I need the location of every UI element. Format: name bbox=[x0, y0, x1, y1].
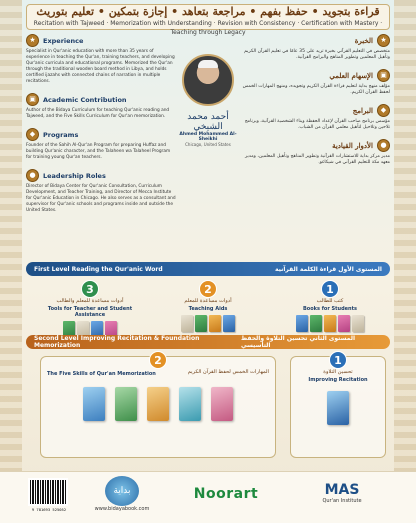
group-label-ar: أدوات مساعدة للمعلم والطالب bbox=[56, 298, 124, 304]
publisher-name: Noorart bbox=[193, 486, 259, 502]
barcode bbox=[28, 478, 68, 506]
bio-text: Founder of the Sahih Al-Qur'an Program for preparing Huffaz and building Qur'anic character, and the Talaheen wa Talaheel Program for training young Qur'an teachers. bbox=[26, 143, 171, 160]
level1-title-en: First Level Reading the Qur'anic Word bbox=[34, 265, 163, 273]
author-name: Ahmed Mohammed Al-Sheikhi bbox=[179, 132, 237, 142]
header-banner bbox=[26, 4, 390, 36]
book-cover bbox=[338, 315, 350, 332]
bio-title: الأدوار القيادية bbox=[332, 141, 373, 150]
partner-name: MAS bbox=[324, 482, 360, 498]
group-number: 2 bbox=[149, 351, 167, 369]
bio-title: Experience bbox=[43, 36, 84, 45]
level1-group-1 bbox=[274, 280, 386, 332]
group-label-ar: أدوات مساعدة للمعلم bbox=[184, 298, 232, 304]
author-portrait bbox=[182, 54, 234, 106]
book-icon: ▣ bbox=[26, 93, 39, 106]
bio-title: الإسهام العلمي bbox=[329, 71, 373, 80]
program-icon: ◆ bbox=[377, 104, 390, 117]
bio-text: مؤلف منهج بداية لتعليم قراءة القرآن الكريم وتجويده، ومنهج المهارات الخمس لحفظ القرآن الكريم. bbox=[242, 84, 390, 95]
book-cover bbox=[324, 315, 336, 332]
mas-logo bbox=[292, 482, 392, 504]
level2-title-ar: المستوى الثاني تحسين التلاوة والحفظ التأسيسي bbox=[240, 335, 356, 349]
bidaya-logo-icon: بداية bbox=[105, 476, 139, 506]
border-ornament-left bbox=[0, 0, 22, 523]
book-cover bbox=[352, 315, 364, 332]
bio-text: Author of the Bidaya Curriculum for teaching Qur'anic reading and Tajweed, and the Five Skills Curriculum for Qur'an memorization. bbox=[26, 108, 170, 119]
noorart-logo bbox=[186, 486, 266, 502]
book-icon: ▣ bbox=[377, 69, 390, 82]
level1-group-2 bbox=[160, 280, 256, 332]
book-cover bbox=[327, 391, 349, 425]
bio-block-leadership bbox=[26, 169, 176, 214]
group-label-ar: تحسين التلاوة bbox=[323, 369, 353, 375]
cap-icon bbox=[198, 60, 218, 68]
author-signature bbox=[172, 112, 244, 147]
header-english: Recitation with Tajweed · Memorization with Understanding · Revision with Consistency · Certification with Mastery · Teaching through Legacy bbox=[33, 20, 383, 36]
star-icon: ★ bbox=[377, 34, 390, 47]
book-cover bbox=[179, 387, 201, 421]
book-cover bbox=[310, 315, 322, 332]
group-number: 1 bbox=[329, 351, 347, 369]
book-cover bbox=[223, 315, 235, 332]
book-cover bbox=[181, 315, 193, 332]
bio-block-experience bbox=[26, 34, 176, 85]
book-cover bbox=[195, 315, 207, 332]
group-label-en: Teaching Aids bbox=[188, 306, 228, 312]
leader-icon: ● bbox=[377, 139, 390, 152]
bio-title: Programs bbox=[43, 130, 79, 139]
group-number: 2 bbox=[199, 280, 217, 298]
bio-block-ar-leadership bbox=[240, 139, 390, 166]
group-label-en: Books for Students bbox=[303, 306, 357, 312]
level1-title-ar: المستوى الأول قراءة الكلمة القرآنية bbox=[275, 265, 382, 273]
bio-text: Director of Bidaya Center for Qur'anic Consultation, Curriculum Development, and Teacher Training, and Director of Mecca Institute for Qur'anic Education in Chicago. He also serves as a consultant and supervisor for Qur'anic schools and programs inside and outside the United States. bbox=[26, 184, 176, 213]
book-cover bbox=[209, 315, 221, 332]
partner-subtitle: Qur'an Institute bbox=[322, 498, 362, 504]
bio-english-column bbox=[26, 34, 176, 222]
book-set bbox=[41, 387, 275, 421]
website[interactable]: www.bidayabook.com bbox=[94, 506, 150, 512]
book-cover bbox=[115, 387, 137, 421]
bio-text: مدير مركز بداية للاستشارات القرآنية وتطوير المناهج وتأهيل المعلمين، ومدير معهد مكة للتعليم القرآني في شيكاغو. bbox=[244, 154, 390, 165]
author-bio bbox=[26, 34, 390, 256]
bio-block-ar-programs bbox=[240, 104, 390, 131]
book-set bbox=[274, 315, 386, 332]
bio-block-programs bbox=[26, 128, 176, 161]
group-number: 3 bbox=[81, 280, 99, 298]
level1-group-3 bbox=[40, 280, 140, 338]
group-title-row bbox=[41, 369, 275, 377]
bidaya-logo bbox=[92, 476, 152, 512]
bio-block-academic bbox=[26, 93, 176, 120]
group-label-ar: المهارات الخمس لحفظ القرآن الكريم bbox=[187, 369, 269, 375]
book-set bbox=[160, 315, 256, 332]
isbn-number: 9 781693 525052 bbox=[31, 507, 67, 512]
level2-title-en: Second Level Improving Recitation & Foundation Memorization bbox=[34, 335, 200, 349]
level1-bar bbox=[26, 262, 390, 276]
bio-arabic-column bbox=[240, 34, 390, 174]
signature-arabic: أحمد محمد الشيخي bbox=[187, 112, 229, 132]
leader-icon: ● bbox=[26, 169, 39, 182]
book-cover bbox=[211, 387, 233, 421]
level2-group-1 bbox=[290, 356, 386, 458]
bio-title: البرامج bbox=[352, 106, 373, 115]
bio-text: متخصص في التعليم القرآني بخبرة تزيد على 35 عامًا في تعليم القرآن الكريم وتأهيل المعلمين وتطوير المناهج والبرامج القرآنية. bbox=[244, 49, 390, 60]
group-label-en: Tools for Teacher and Student Assistance bbox=[47, 306, 133, 318]
bio-text: Specialist in Qur'anic education with more than 35 years of experience in teaching the Qur'an, training teachers, and developing Qur'anic curricula and educational programs. Memorized the Qur'an through the traditional wooden board method in Libya, and holds certified ijazahs with connected chains of narration in multiple recitations. bbox=[26, 49, 175, 84]
level2-group-2 bbox=[40, 356, 276, 458]
header-arabic: قراءة بتجويد • حفظ بفهم • مراجعة بتعاهد • إجازة بتمكين • تعليم بتوريث bbox=[36, 5, 380, 18]
author-location: Chicago, United States bbox=[185, 142, 231, 147]
footer bbox=[0, 471, 416, 523]
border-ornament-right bbox=[394, 0, 416, 523]
bio-title: الخبرة bbox=[354, 36, 373, 45]
star-icon: ★ bbox=[26, 34, 39, 47]
program-icon: ◆ bbox=[26, 128, 39, 141]
level2-bar bbox=[26, 335, 390, 349]
book-cover bbox=[83, 387, 105, 421]
bio-block-ar-experience bbox=[240, 34, 390, 61]
bio-text: مؤسس برنامج صاحب القرآن لإعداد الحفظة وبناء الشخصية القرآنية، وبرنامج تلاحين وتلاحيل لتأهيل معلمي القرآن من الشباب. bbox=[244, 119, 390, 130]
book-cover bbox=[147, 387, 169, 421]
group-label-ar: كتب للطالب bbox=[316, 298, 344, 304]
group-number: 1 bbox=[321, 280, 339, 298]
book-cover bbox=[296, 315, 308, 332]
bio-block-ar-academic bbox=[240, 69, 390, 96]
group-label-en: The Five Skills of Qur'an Memorization bbox=[47, 371, 156, 377]
group-label-en: Improving Recitation bbox=[308, 377, 368, 383]
book-set bbox=[291, 391, 385, 425]
bio-title: Academic Contribution bbox=[43, 95, 127, 104]
bio-title: Leadership Roles bbox=[43, 171, 106, 180]
